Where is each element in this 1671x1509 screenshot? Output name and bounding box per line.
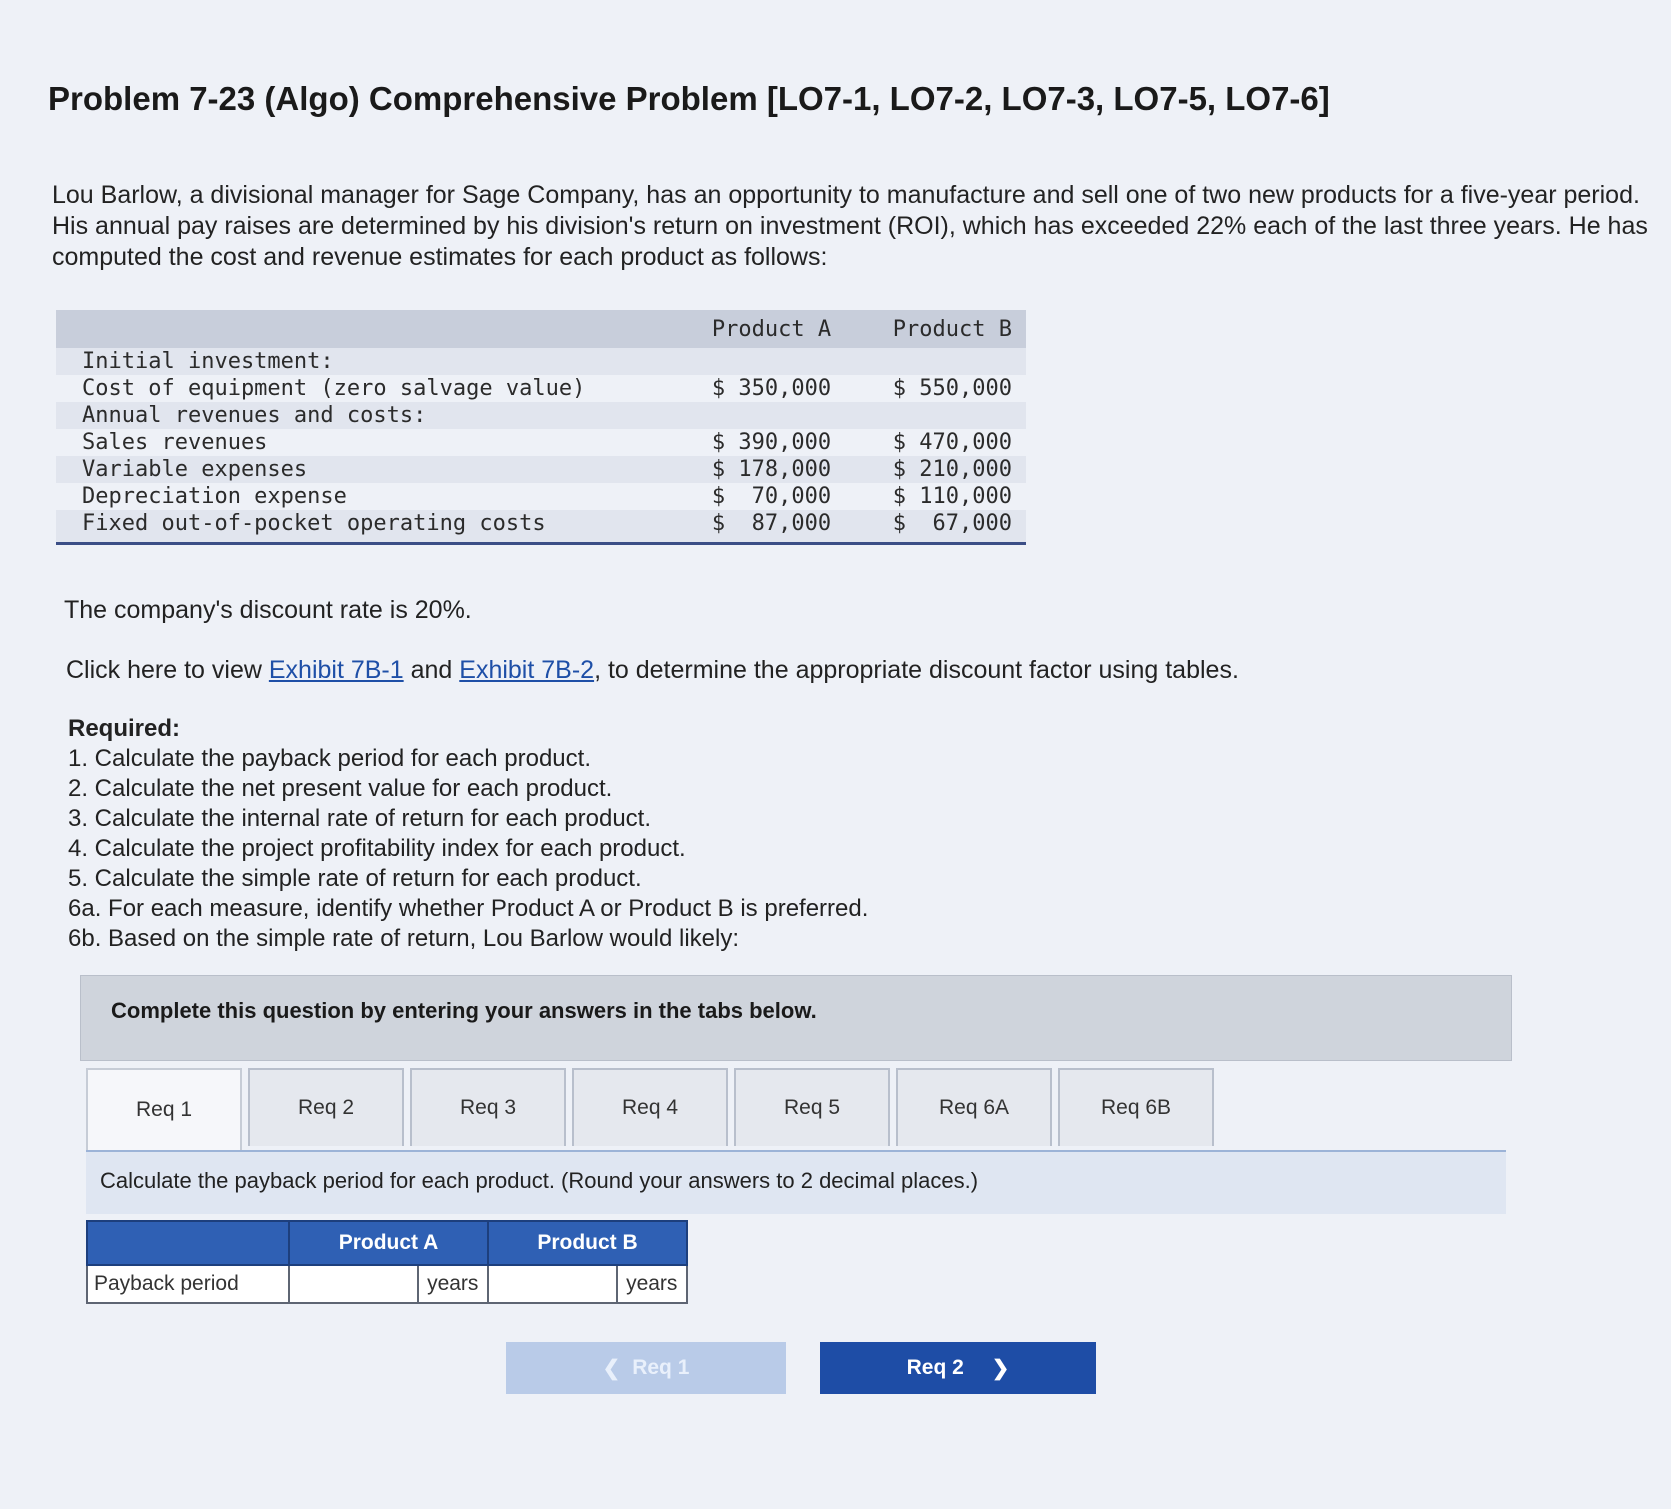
instructions-banner <box>80 975 1512 1061</box>
variable-row <box>56 456 1026 483</box>
payback-product-b-unit: years <box>617 1265 687 1303</box>
payback-answer-table <box>86 1220 688 1304</box>
next-req-label: Req 2 <box>906 1356 964 1379</box>
exhibits-suffix: , to determine the appropriate discount factor using tables. <box>594 656 1239 684</box>
answer-header-row <box>87 1221 687 1265</box>
discount-rate-text: The company's discount rate is 20%. <box>64 596 472 624</box>
payback-product-a-unit: years <box>418 1265 488 1303</box>
tab-req-4[interactable]: Req 4 <box>572 1068 728 1146</box>
required-item: 6a. For each measure, identify whether Product A or Product B is preferred. <box>68 895 869 922</box>
estimates-table <box>56 310 1026 545</box>
payback-product-a-input[interactable] <box>290 1267 410 1301</box>
next-req-button[interactable] <box>820 1342 1096 1394</box>
required-item: 6b. Based on the simple rate of return, Lou Barlow would likely: <box>68 925 740 952</box>
variable-label: Variable expenses <box>56 456 664 483</box>
required-heading: Required: <box>68 715 181 742</box>
answer-header-corner <box>87 1221 289 1265</box>
prev-req-button[interactable] <box>506 1342 786 1394</box>
prev-req-label: Req 1 <box>632 1356 690 1379</box>
required-item: 3. Calculate the internal rate of return for each product. <box>68 805 651 832</box>
answer-header-product-a: Product A <box>289 1221 488 1265</box>
fixed-costs-row <box>56 510 1026 544</box>
required-section <box>68 714 868 954</box>
exhibit-7b-2-link[interactable]: Exhibit 7B-2 <box>459 656 595 684</box>
depreciation-product-b: $ 110,000 <box>892 484 1012 509</box>
req-tabs <box>86 1068 1220 1150</box>
req-instruction-text: Calculate the payback period for each product. (Round your answers to 2 decimal places.) <box>100 1168 979 1193</box>
initial-investment-label: Initial investment: <box>56 348 664 375</box>
exhibits-mid: and <box>403 656 460 684</box>
equipment-row <box>56 375 1026 402</box>
required-item: 1. Calculate the payback period for each product. <box>68 745 591 772</box>
exhibit-7b-1-link[interactable]: Exhibit 7B-1 <box>268 656 404 684</box>
sales-product-a: $ 390,000 <box>711 430 832 455</box>
payback-product-b-input[interactable] <box>489 1267 609 1301</box>
depreciation-product-a: $ 70,000 <box>711 484 832 509</box>
estimates-header-product-b: Product B <box>845 310 1026 348</box>
answer-header-product-b: Product B <box>488 1221 687 1265</box>
estimates-header-label <box>56 310 664 348</box>
problem-intro: Lou Barlow, a divisional manager for Sage Company, has an opportunity to manufacture and sell one of two new products for a five-year period. His annual pay raises are determined by his division's return on investment (ROI), which has exceeded 22% each of the last three years. He has computed the cost and revenue estimates for each product as follows: <box>52 181 1648 271</box>
chevron-right-icon: ❯ <box>991 1356 1010 1380</box>
payback-row-label: Payback period <box>87 1265 289 1303</box>
estimates-header-product-a: Product A <box>664 310 845 348</box>
variable-product-b: $ 210,000 <box>845 456 1026 483</box>
tab-req-1[interactable]: Req 1 <box>86 1068 242 1150</box>
equipment-label: Cost of equipment (zero salvage value) <box>82 376 586 401</box>
initial-investment-row <box>56 348 1026 375</box>
req-instruction <box>86 1150 1506 1214</box>
chevron-left-icon: ❮ <box>602 1356 621 1380</box>
variable-product-a: $ 178,000 <box>664 456 845 483</box>
required-item: 4. Calculate the project profitability index for each product. <box>68 835 686 862</box>
fixed-costs-label: Fixed out-of-pocket operating costs <box>56 510 664 544</box>
annual-label: Annual revenues and costs: <box>56 402 664 429</box>
required-item: 5. Calculate the simple rate of return for each product. <box>68 865 642 892</box>
problem-title: Problem 7-23 (Algo) Comprehensive Problem [LO7-1, LO7-2, LO7-3, LO7-5, LO7-6] <box>48 80 1330 117</box>
required-item: 2. Calculate the net present value for each product. <box>68 775 613 802</box>
fixed-costs-product-a: $ 87,000 <box>664 510 845 544</box>
equipment-product-a: $ 350,000 <box>711 376 832 401</box>
depreciation-row <box>56 483 1026 510</box>
tab-req-3[interactable]: Req 3 <box>410 1068 566 1146</box>
sales-label: Sales revenues <box>82 430 268 455</box>
tab-req-6b[interactable]: Req 6B <box>1058 1068 1214 1146</box>
fixed-costs-product-b: $ 67,000 <box>845 510 1026 544</box>
sales-row <box>56 429 1026 456</box>
depreciation-label: Depreciation expense <box>82 484 347 509</box>
sales-product-b: $ 470,000 <box>892 430 1012 455</box>
payback-row <box>87 1265 687 1303</box>
exhibits-prefix: Click here to view <box>66 656 269 684</box>
tab-req-6a[interactable]: Req 6A <box>896 1068 1052 1146</box>
tab-req-2[interactable]: Req 2 <box>248 1068 404 1146</box>
exhibits-line <box>66 656 1239 685</box>
estimates-header-row <box>56 310 1026 348</box>
banner-text: Complete this question by entering your answers in the tabs below. <box>111 998 817 1023</box>
annual-label-row <box>56 402 1026 429</box>
required-list <box>68 744 868 954</box>
equipment-product-b: $ 550,000 <box>892 376 1012 401</box>
tab-req-5[interactable]: Req 5 <box>734 1068 890 1146</box>
